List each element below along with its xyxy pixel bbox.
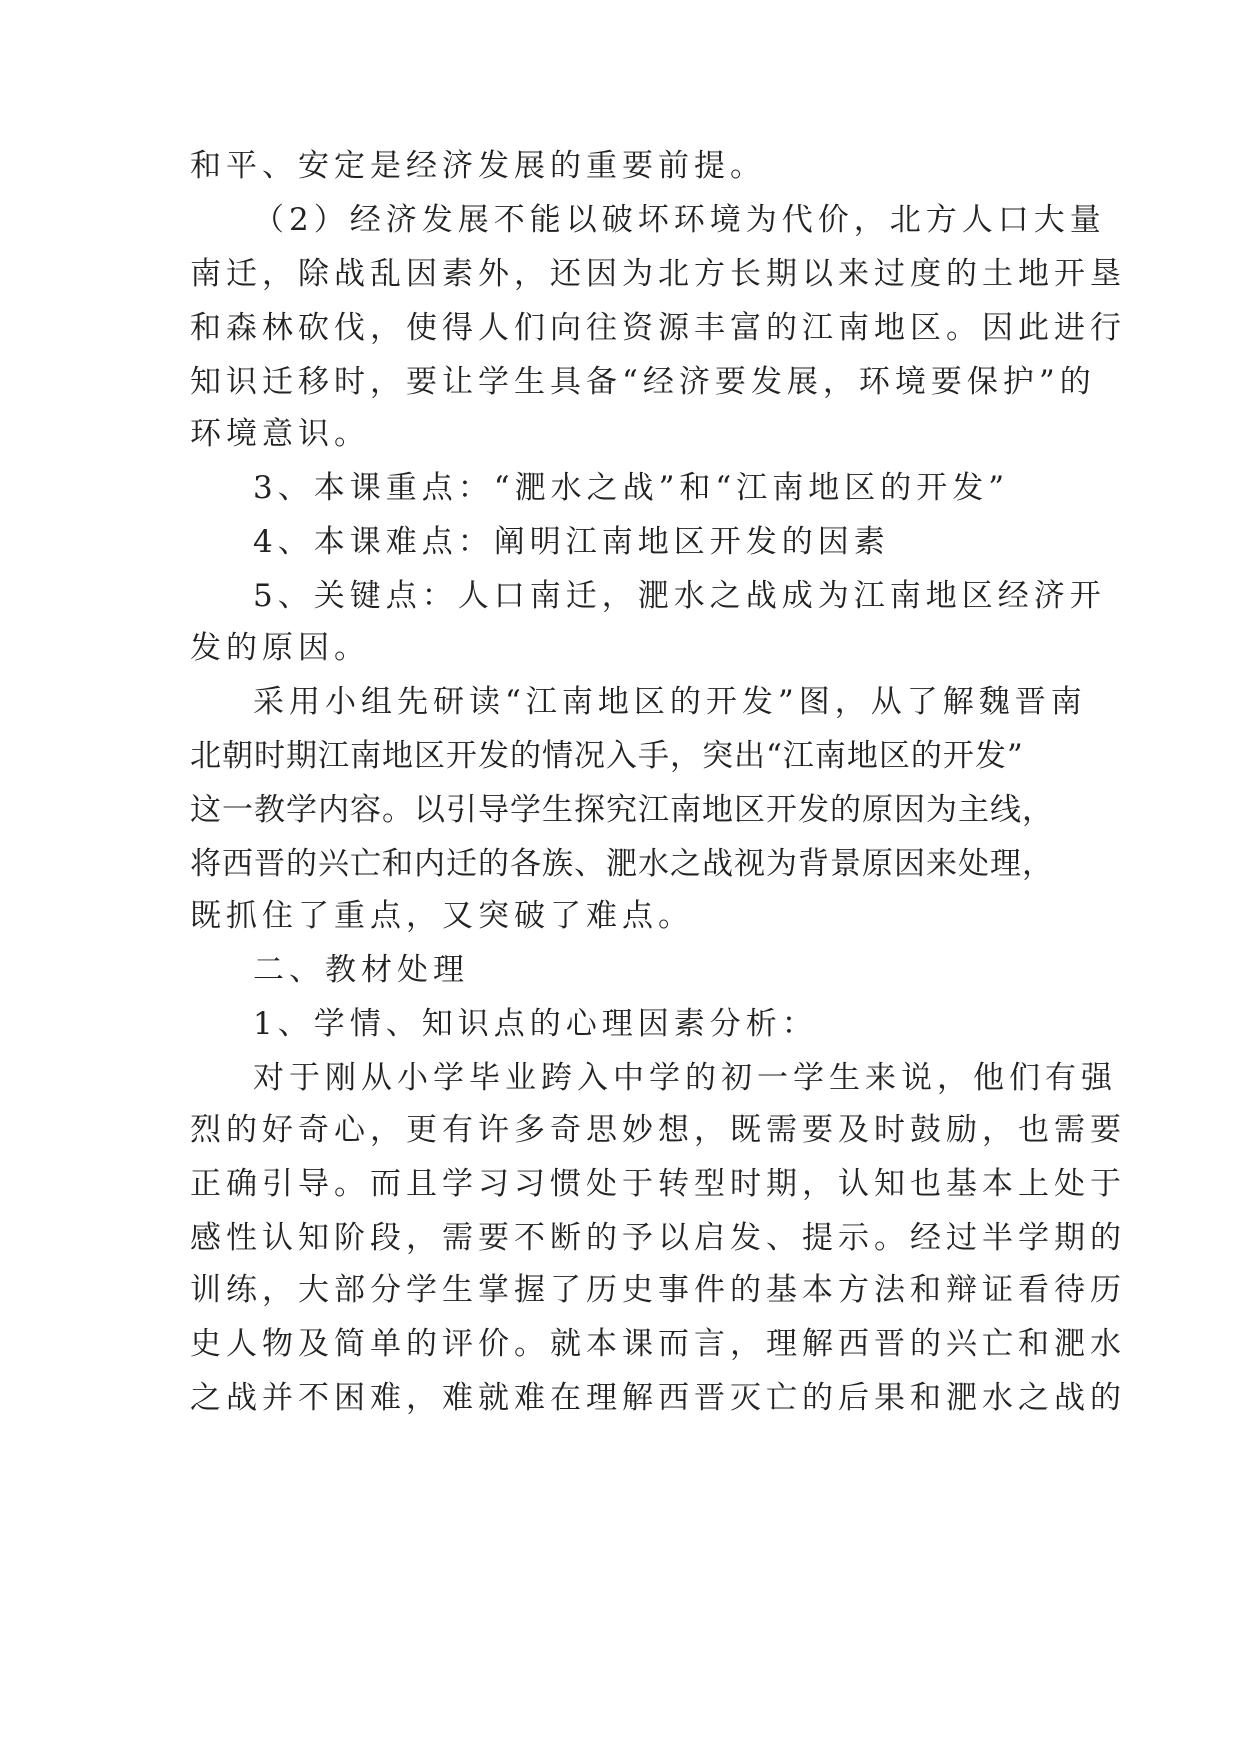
text-line-24: 之战并不困难，难就难在理解西晋灭亡的后果和淝水之战的 — [190, 1380, 1126, 1416]
text-line-5: 知识迁移时，要让学生具备“经济要发展，环境要保护”的 — [190, 364, 1096, 400]
text-line-2: （2）经济发展不能以破坏环境为代价，北方人口大量 — [253, 202, 1106, 238]
text-line-21: 感性认知阶段，需要不断的予以启发、提示。经过半学期的 — [190, 1220, 1126, 1256]
text-line-4: 和森林砍伐，使得人们向往资源丰富的江南地区。因此进行 — [190, 310, 1126, 346]
text-line-18: 对于刚从小学毕业跨入中学的初一学生来说，他们有强 — [253, 1060, 1117, 1096]
text-line-19: 烈的好奇心，更有许多奇思妙想，既需要及时鼓励，也需要 — [190, 1112, 1126, 1148]
section-heading: 二、教材处理 — [253, 952, 469, 988]
text-line-12: 北朝时期江南地区开发的情况入手，突出“江南地区的开发” — [190, 738, 1024, 774]
text-line-3: 南迁，除战乱因素外，还因为北方长期以来过度的土地开垦 — [190, 256, 1126, 292]
text-line-13: 这一教学内容。以引导学生探究江南地区开发的原因为主线， — [190, 792, 1054, 828]
text-line-11: 采用小组先研读“江南地区的开发”图，从了解魏晋南 — [253, 684, 1087, 720]
text-line-20: 正确引导。而且学习习惯处于转型时期，认知也基本上处于 — [190, 1166, 1126, 1202]
subsection-heading: 1、学情、知识点的心理因素分析： — [253, 1006, 818, 1042]
text-line-1: 和平、安定是经济发展的重要前提。 — [190, 148, 766, 184]
text-line-9: 5、关键点：人口南迁，淝水之战成为江南地区经济开 — [253, 578, 1106, 614]
text-line-15: 既抓住了重点，又突破了难点。 — [190, 898, 694, 934]
text-line-10: 发的原因。 — [190, 630, 370, 666]
text-line-7: 3、本课重点：“淝水之战”和“江南地区的开发” — [253, 470, 1010, 506]
text-line-6: 环境意识。 — [190, 416, 370, 452]
text-line-22: 训练，大部分学生掌握了历史事件的基本方法和辩证看待历 — [190, 1272, 1126, 1308]
text-line-14: 将西晋的兴亡和内迁的各族、淝水之战视为背景原因来处理， — [190, 846, 1054, 882]
text-line-8: 4、本课难点：阐明江南地区开发的因素 — [253, 524, 890, 560]
text-line-23: 史人物及简单的评价。就本课而言，理解西晋的兴亡和淝水 — [190, 1326, 1126, 1362]
